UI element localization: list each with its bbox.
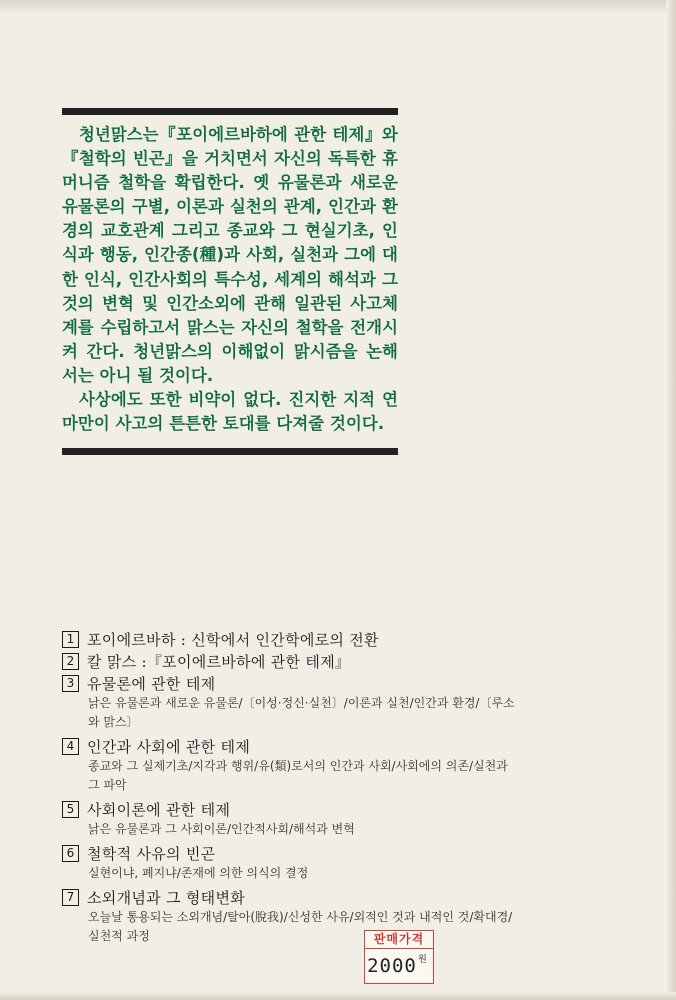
blurb-text [62, 123, 398, 436]
chapter-title: 유물론에 관한 테제 [87, 674, 216, 693]
table-of-contents [62, 628, 542, 949]
price-value: 2000 [367, 955, 417, 977]
toc-item-2 [62, 650, 542, 672]
chapter-number: 2 [62, 653, 79, 670]
blurb-box [62, 108, 398, 455]
chapter-number: 1 [62, 631, 79, 648]
chapter-title: 소외개념과 그 형태변화 [87, 888, 246, 907]
page-edge-right [666, 0, 676, 1000]
price-label: 판매가격 [365, 931, 433, 949]
chapter-subtopics: 낡은 유물론과 새로운 유물론/〔이성·정신·실천〕/이론과 실천/인간과 환경/〔루소와 맑스〕 [88, 696, 515, 729]
toc-item-7 [62, 886, 542, 946]
blurb-paragraph: 청년맑스는『포이에르바하에 관한 테제』와『철학의 빈곤』을 거치면서 자신의 독특한 휴머니즘 철학을 확립한다. 옛 유물론과 새로운 유물론의 구별, 이론과 실천의 관계, 인간과 환경의 교호관계 그리고 종교와 그 현실기초, 인식과 행동, 인간종(種)과 사회, 실천과 그에 대한 인식, 인간사회의 특수성, 세계의 해석과 그것의 변혁 및 인간소외에 관해 일관된 사고체계를 수립하고서 맑스는 자신의 철학을 전개시켜 간다. 청년맑스의 이해없이 맑시즘을 논해서는 아니 될 것이다. [62, 125, 398, 385]
toc-item-6 [62, 842, 542, 883]
chapter-title: 철학적 사유의 빈곤 [87, 844, 216, 863]
chapter-title: 사회이론에 관한 테제 [87, 800, 231, 819]
chapter-title: 칼 맑스 :『포이에르바하에 관한 테제』 [87, 652, 351, 671]
chapter-number: 7 [62, 889, 79, 906]
toc-item-3 [62, 672, 542, 732]
chapter-subtopics: 종교와 그 실제기초/지각과 행위/유(類)로서의 인간과 사회/사회에의 의존/실천과 그 파악 [88, 759, 508, 792]
chapter-number: 3 [62, 675, 79, 692]
page-edge-top [0, 0, 676, 14]
chapter-number: 5 [62, 801, 79, 818]
chapter-subtopics: 실현이냐, 폐지냐/존재에 의한 의식의 결정 [88, 866, 309, 880]
chapter-subtopics: 낡은 유물론과 그 사회이론/인간적사회/해석과 변혁 [88, 822, 355, 836]
chapter-number: 6 [62, 845, 79, 862]
blurb-paragraph: 사상에도 또한 비약이 없다. 진지한 지적 연마만이 사고의 튼튼한 토대를 다져줄 것이다. [62, 390, 398, 434]
page-edge-bottom [0, 992, 676, 1000]
price-unit: 원 [418, 955, 428, 965]
toc-item-1 [62, 628, 542, 650]
chapter-subtopics: 오늘날 통용되는 소외개념/탈아(脫我)/신성한 사유/외적인 것과 내적인 것/확대경/실천적 과정 [88, 910, 513, 943]
top-rule [62, 108, 398, 115]
bottom-rule [62, 448, 398, 455]
toc-item-4 [62, 735, 542, 795]
price-sticker [364, 930, 434, 984]
chapter-number: 4 [62, 738, 79, 755]
chapter-title: 인간과 사회에 관한 테제 [87, 737, 251, 756]
chapter-title: 포이에르바하 : 신학에서 인간학에로의 전환 [87, 630, 379, 649]
toc-item-5 [62, 798, 542, 839]
price-value-wrap [365, 955, 433, 977]
